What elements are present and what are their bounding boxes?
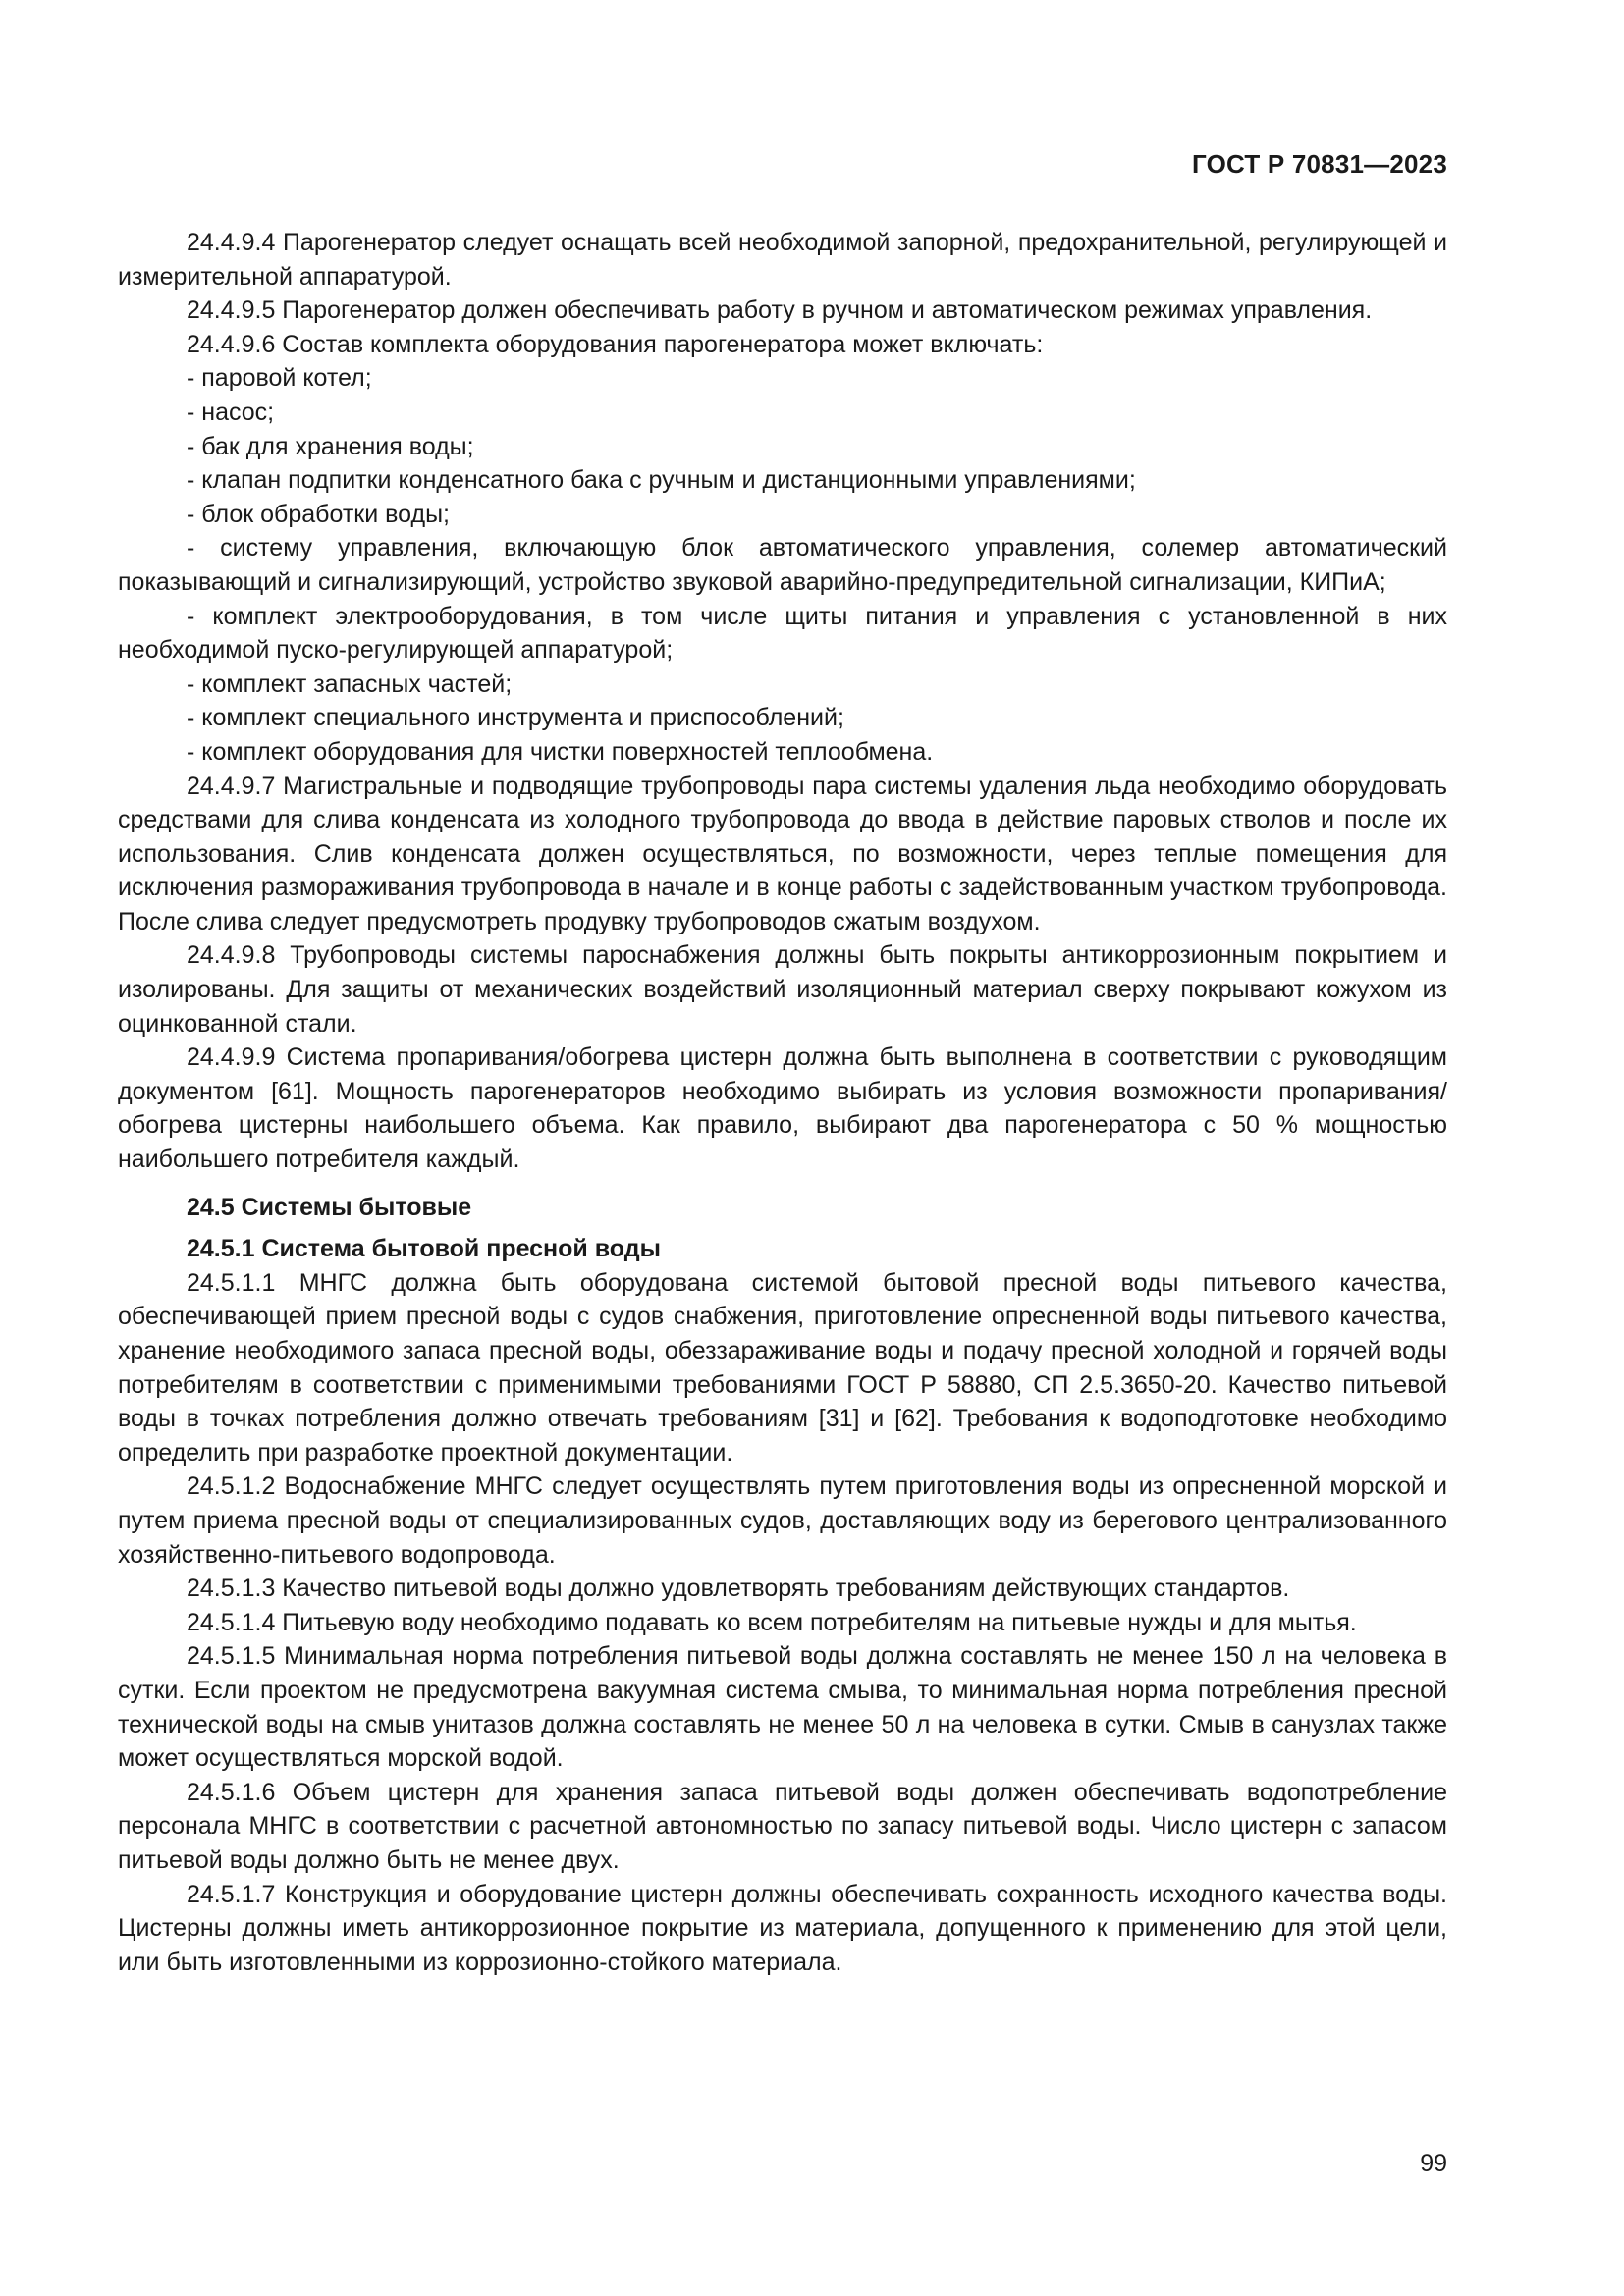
page-number: 99 [1420,2150,1447,2177]
paragraph-24-4-9-7: 24.4.9.7 Магистральные и подводящие трубопроводы пара системы удаления льда необходимо оборудовать средствами для слива конденсата из холодного трубопровода до ввода в действие паровых стволов и после их использования. Слив конденсата должен осуществляться, по возможности, через теплые помещения для исключения размораживания трубопровода в начале и в конце работы с задействованным участком трубопровода. После слива следует предусмотреть продувку трубопроводов сжатым воздухом. [118,772,1447,935]
paragraph-24-4-9-9: 24.4.9.9 Система пропаривания/обогрева цистерн должна быть выполнена в соответствии с руководящим документом [61]. Мощность парогенераторов необходимо выбирать из условия возможности пропаривания/обогрева цистерны наибольшего объема. Как правило, выбирают два парогенератора с 50 % мощностью наибольшего потребителя каждый. [118,1043,1447,1174]
paragraph-24-4-9-4: 24.4.9.4 Парогенератор следует оснащать всей необходимой запорной, предохранительной, регулирующей и измерительной аппаратурой. [118,229,1447,291]
document-code-header: ГОСТ Р 70831—2023 [1192,149,1447,179]
section-title: 24.5 Системы бытовые [187,1193,472,1221]
paragraph-24-5-1-4: 24.5.1.4 Питьевую воду необходимо подавать ко всем потребителям на питьевые нужды и для мытья. [187,1608,1357,1636]
list-item: - комплект специального инструмента и приспособлений; [187,704,844,732]
list-item: - клапан подпитки конденсатного бака с ручным и дистанционными управлениями; [187,466,1136,495]
list-item: - комплект запасных частей; [187,669,513,698]
list-item: - паровой котел; [187,364,372,393]
paragraph-24-5-1-3: 24.5.1.3 Качество питьевой воды должно удовлетворять требованиям действующих стандартов. [187,1575,1290,1603]
subsection-title: 24.5.1 Система бытовой пресной воды [187,1235,661,1263]
list-item: - насос; [187,398,275,426]
paragraph-24-5-1-6: 24.5.1.6 Объем цистерн для хранения запаса питьевой воды должен обеспечивать водопотребление персонала МНГС в соответствии с расчетной автономностью по запасу питьевой воды. Число цистерн с запасом питьевой воды должно быть не менее двух. [118,1778,1447,1874]
list-item: - систему управления, включающую блок автоматического управления, солемер автоматический показывающий и сигнализирующий, устройство звуковой аварийно-предупредительной сигнализации, КИПиА; [118,534,1447,596]
paragraph-24-5-1-2: 24.5.1.2 Водоснабжение МНГС следует осуществлять путем приготовления воды из опресненной морской и путем приема пресной воды от специализированных судов, доставляющих воду из берегового централизованного хозяйственно-питьевого водопровода. [118,1472,1447,1569]
paragraph-24-5-1-5: 24.5.1.5 Минимальная норма потребления питьевой воды должна составлять не менее 150 л на человека в сутки. Если проектом не предусмотрена вакуумная система смыва, то минимальная норма потребления пресной технической воды на смыв унитазов должна составлять не менее 50 л на человека в сутки. Смыв в санузлах также может осуществляться морской водой. [118,1642,1447,1773]
list-item: - бак для хранения воды; [187,432,474,460]
paragraph-24-4-9-6: 24.4.9.6 Состав комплекта оборудования парогенератора может включать: [187,330,1044,358]
list-item: - блок обработки воды; [187,500,450,528]
paragraph-24-4-9-5: 24.4.9.5 Парогенератор должен обеспечивать работу в ручном и автоматическом режимах управления. [187,296,1373,325]
paragraph-24-5-1-7: 24.5.1.7 Конструкция и оборудование цистерн должны обеспечивать сохранность исходного качества воды. Цистерны должны иметь антикоррозионное покрытие из материала, допущенного к применению для этой цели, или быть изготовленными из коррозионно-стойкого материала. [118,1880,1447,1976]
list-item: - комплект оборудования для чистки поверхностей теплообмена. [187,737,934,766]
document-body [118,226,1447,1979]
list-item: - комплект электрооборудования, в том числе щиты питания и управления с установленной в них необходимой пуско-регулирующей аппаратурой; [118,602,1447,665]
paragraph-24-5-1-1: 24.5.1.1 МНГС должна быть оборудована системой бытовой пресной воды питьевого качества, обеспечивающей прием пресной воды с судов снабжения, приготовление опресненной воды питьевого качества, хранение необходимого запаса пресной воды, обеззараживание воды и подачу пресной холодной и горячей воды потребителям в соответствии с применимыми требованиями ГОСТ Р 58880, СП 2.5.3650-20. Качество питьевой воды в точках потребления должно отвечать требованиям [31] и [62]. Требования к водоподготовке необходимо определить при разработке проектной документации. [118,1268,1447,1467]
paragraph-24-4-9-8: 24.4.9.8 Трубопроводы системы пароснабжения должны быть покрыты антикоррозионным покрытием и изолированы. Для защиты от механических воздействий изоляционный материал сверху покрывают кожухом из оцинкованной стали. [118,941,1447,1038]
